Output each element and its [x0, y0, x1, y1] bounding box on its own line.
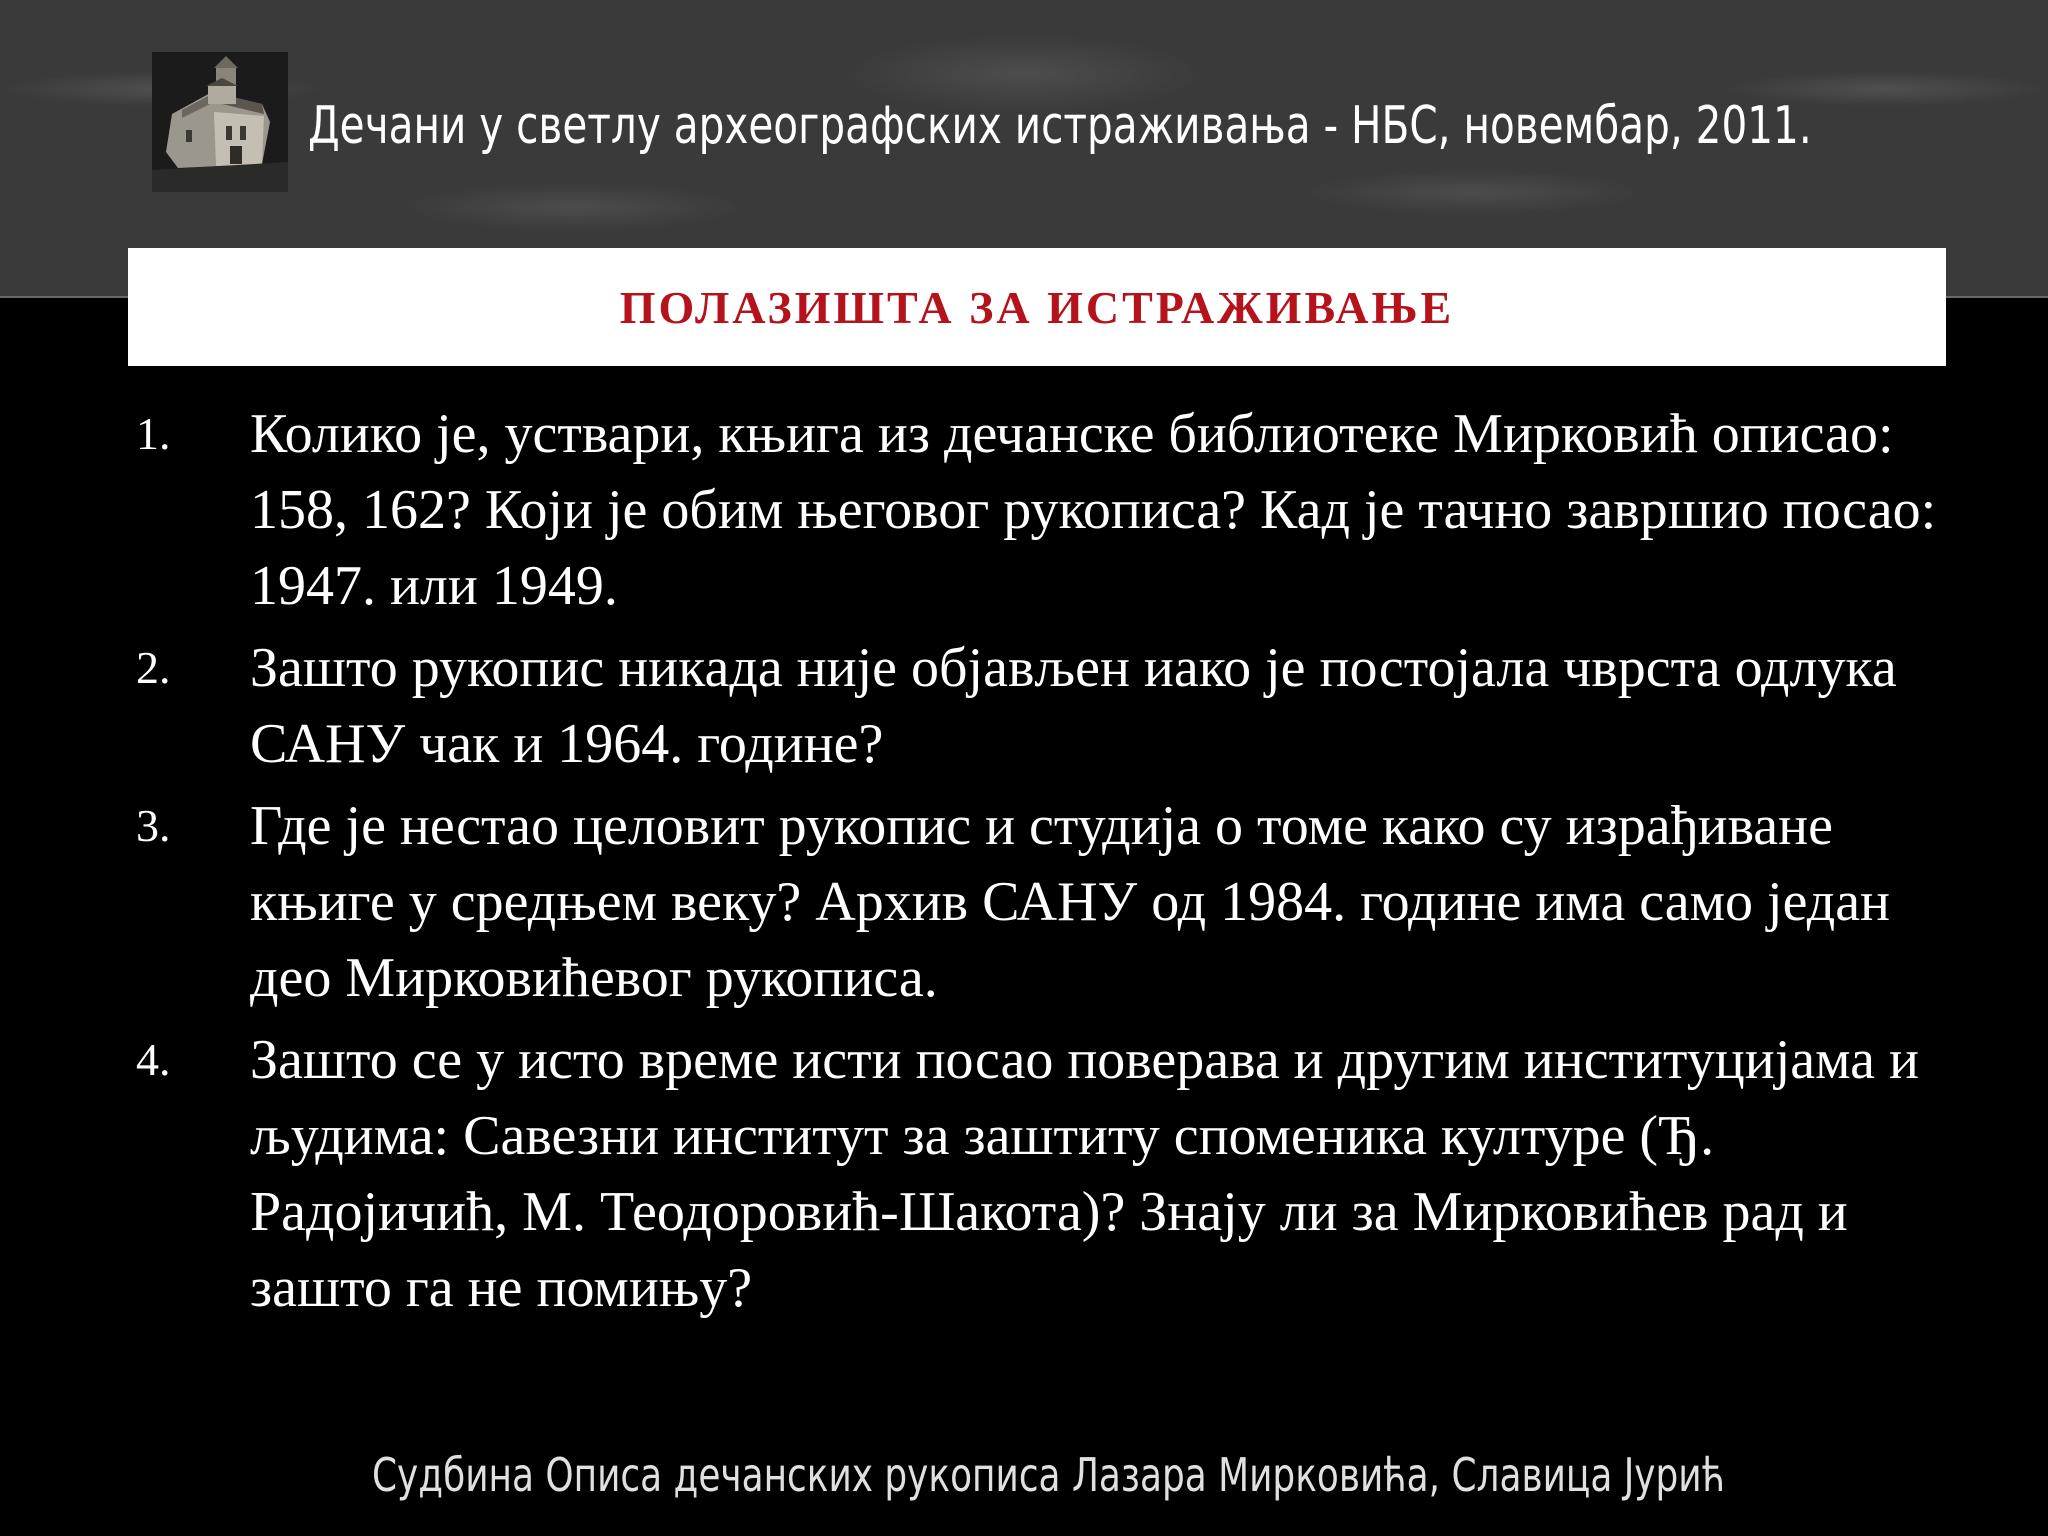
list-item-number: 3.: [136, 800, 171, 851]
list-item-number: 2.: [136, 642, 171, 693]
list-item-text: Колико је, уствари, књига из дечанске библиотеке Мирковић описао: 158, 162? Који је обим његовог рукописа? Кад је тачно завршио посао: 1947. или 1949.: [250, 403, 1937, 617]
slide-title-box: [128, 248, 1946, 366]
header-title: Дечани у светлу археографских истраживања - НБС, новембар, 2011.: [308, 96, 1812, 156]
slide-title: ПОЛАЗИШТА ЗА ИСТРАЖИВАЊЕ: [619, 281, 1455, 333]
monastery-icon: [152, 52, 288, 192]
footer-caption: Судбина Описа дечанских рукописа Лазара Мирковића, Славица Јурић: [372, 1448, 1726, 1502]
list-item-number: 4.: [136, 1034, 171, 1085]
list-item: [130, 788, 1970, 1016]
list-item-text: Где је нестао целовит рукопис и студија о томе како су израђиване књиге у средњем веку? Архив САНУ од 1984. године има само један део Мирковићевог рукописа.: [250, 795, 1891, 1009]
list-item: [130, 1022, 1970, 1326]
question-list: [130, 396, 1970, 1332]
list-item-number: 1.: [136, 408, 171, 459]
list-item: [130, 630, 1970, 782]
list-item-text: Зашто се у исто време исти посао поверава и другим институцијама и људима: Савезни институт за заштиту споменика културе (Ђ. Радојичић, М. Теодоровић-Шакота)? Знају ли за Мирковићев рад и зашто га не помињу?: [250, 1029, 1919, 1319]
list-item-text: Зашто рукопис никада није објављен иако је постојала чврста одлука САНУ чак и 1964. године?: [250, 637, 1897, 775]
list-item: [130, 396, 1970, 624]
